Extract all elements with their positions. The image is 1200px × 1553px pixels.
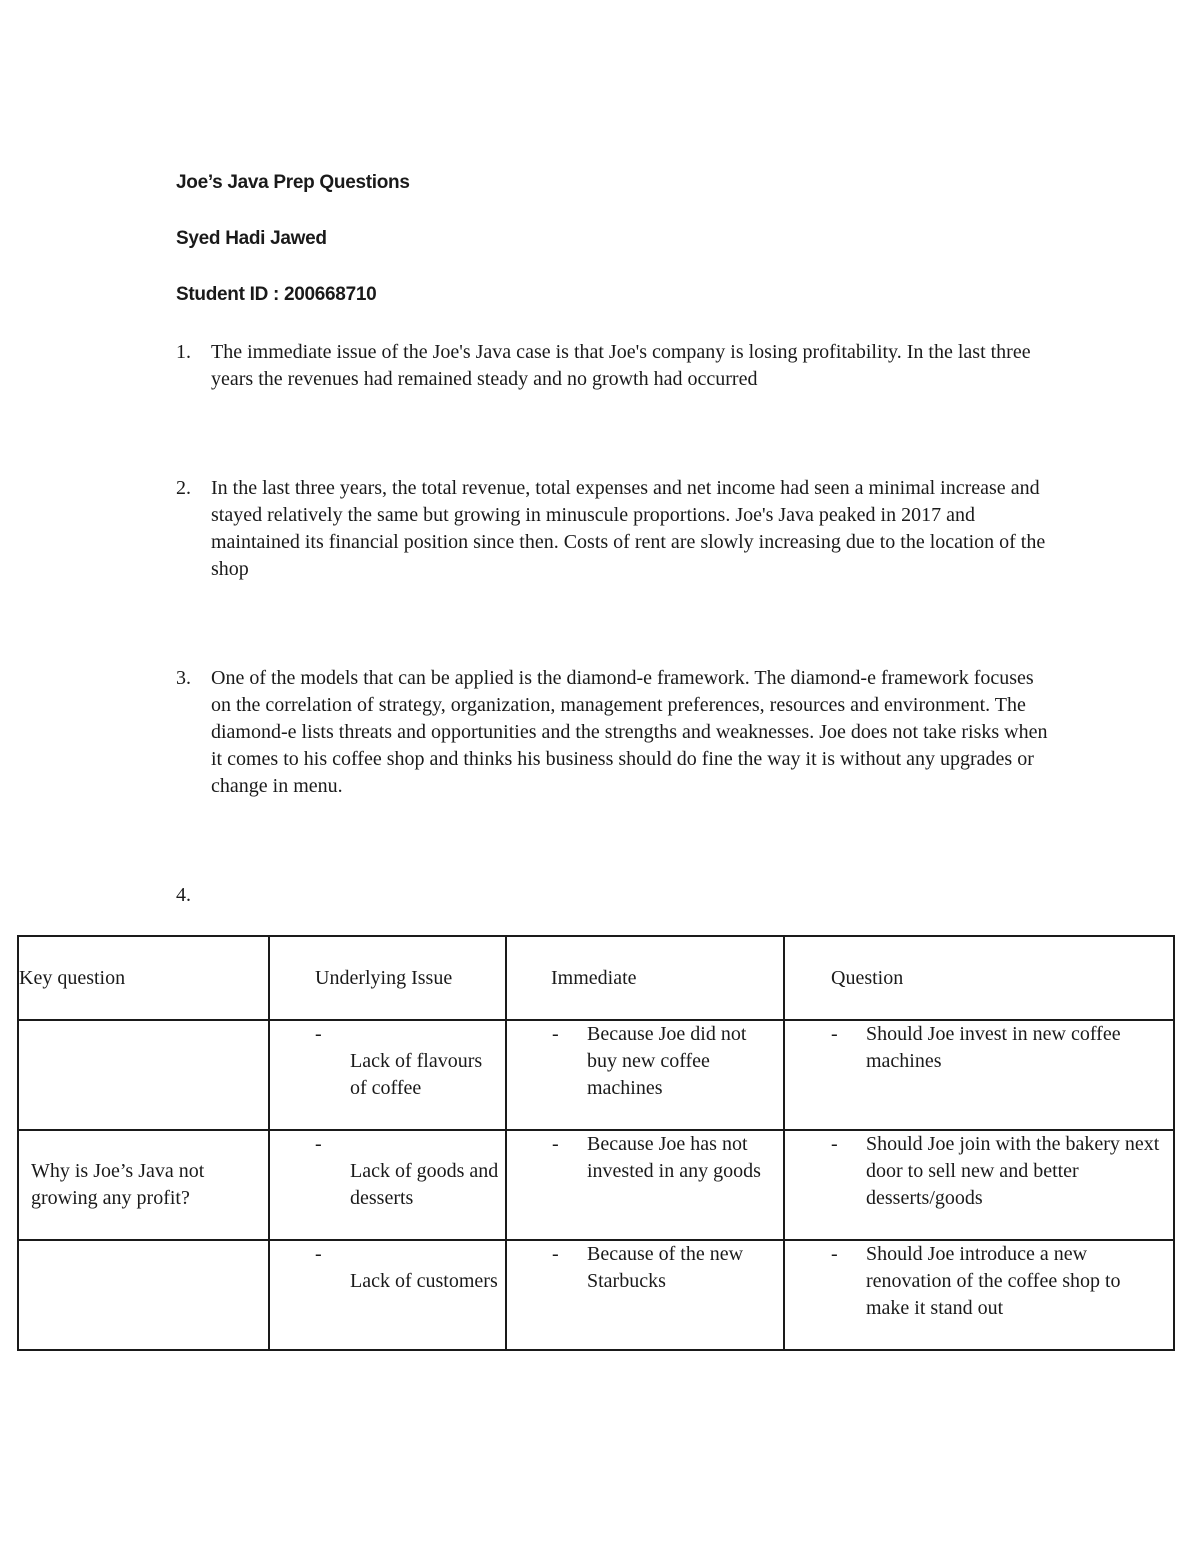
table-row (18, 1020, 1174, 1130)
immediate-cell (506, 1130, 784, 1240)
bullet-dash: - (831, 1023, 838, 1045)
question-cell (784, 1130, 1174, 1240)
underlying-text: Lack of flavours of coffee (350, 1050, 483, 1099)
immediate-cell (506, 1240, 784, 1350)
question-text: Should Joe join with the bakery next door to sell new and better desserts/goods (866, 1133, 1160, 1209)
answer-1-number: 1. (176, 341, 191, 363)
question-text: Should Joe introduce a new renovation of the coffee shop to make it stand out (866, 1243, 1121, 1319)
bullet-dash: - (831, 1133, 838, 1155)
bullet-dash: - (315, 1243, 322, 1265)
student-id: Student ID : 200668710 (176, 284, 377, 305)
question-text: Should Joe invest in new coffee machines (866, 1023, 1121, 1072)
bullet-dash: - (315, 1023, 322, 1045)
header-question: Question (784, 936, 1174, 1020)
bullet-dash: - (552, 1133, 559, 1155)
answer-3-text: One of the models that can be applied is the diamond-e framework. The diamond-e framework focuses on the correlation of strategy, organization, management preferences, resources and environment. The diamond-e lists threats and opportunities and the strengths and weaknesses. Joe does not take risks when it comes to his coffee shop and thinks his business should do fine the way it is without any upgrades or change in menu. (211, 667, 1048, 797)
table-row (18, 1240, 1174, 1350)
bullet-dash: - (831, 1243, 838, 1265)
immediate-text: Because of the new Starbucks (587, 1243, 744, 1292)
key-question-text: Why is Joe’s Java not growing any profit? (31, 1160, 205, 1209)
immediate-text: Because Joe did not buy new coffee machines (587, 1023, 747, 1099)
answer-2 (176, 475, 1056, 583)
bullet-dash: - (315, 1133, 322, 1155)
underlying-text: Lack of customers (350, 1270, 498, 1292)
immediate-cell (506, 1020, 784, 1130)
answer-3-number: 3. (176, 667, 191, 689)
author-name: Syed Hadi Jawed (176, 228, 327, 249)
underlying-cell (269, 1020, 506, 1130)
answer-2-text: In the last three years, the total revenue, total expenses and net income had seen a minimal increase and stayed relatively the same but growing in minuscule proportions. Joe's Java peaked in 2017 and maintained its financial position since then. Costs of rent are slowly increasing due to the location of the shop (211, 477, 1046, 580)
answer-3 (176, 665, 1056, 800)
bullet-dash: - (552, 1243, 559, 1265)
table-header-row (18, 936, 1174, 1020)
header-key-question: Key question (18, 936, 269, 1020)
answer-1 (176, 339, 1056, 393)
key-question-cell-empty (18, 1020, 269, 1130)
key-question-cell-empty (18, 1240, 269, 1350)
underlying-text: Lack of goods and desserts (350, 1160, 499, 1209)
answer-4-number: 4. (176, 884, 191, 906)
document-title: Joe’s Java Prep Questions (176, 172, 410, 193)
key-question-cell (18, 1130, 269, 1240)
header-immediate: Immediate (506, 936, 784, 1020)
immediate-text: Because Joe has not invested in any goods (587, 1133, 761, 1182)
underlying-cell (269, 1240, 506, 1350)
answer-2-number: 2. (176, 477, 191, 499)
question-cell (784, 1240, 1174, 1350)
bullet-dash: - (552, 1023, 559, 1045)
header-underlying-issue: Underlying Issue (269, 936, 506, 1020)
answer-1-text: The immediate issue of the Joe's Java case is that Joe's company is losing profitability. In the last three years the revenues had remained steady and no growth had occurred (211, 341, 1031, 390)
analysis-table (17, 935, 1175, 1351)
underlying-cell (269, 1130, 506, 1240)
question-cell (784, 1020, 1174, 1130)
table-row (18, 1130, 1174, 1240)
